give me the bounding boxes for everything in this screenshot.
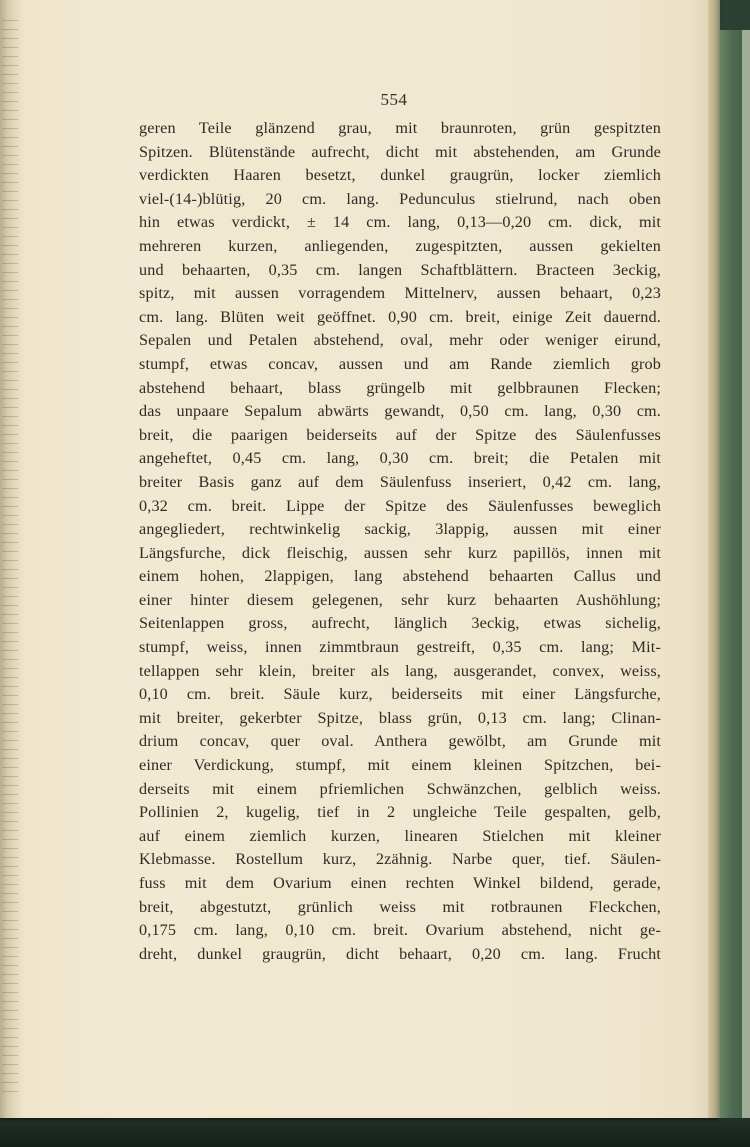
binding-stitching <box>2 20 18 1100</box>
text-line: Klebmasse. Rostellum kurz, 2zähnig. Narbe quer, tief. Säulen- <box>139 850 661 869</box>
text-line: fuss mit dem Ovarium einen rechten Winkel bildend, gerade, <box>139 874 661 892</box>
cover-highlight <box>742 30 750 1118</box>
body-text <box>139 117 661 966</box>
scanner-background <box>0 1115 750 1147</box>
text-line: spitz, mit aussen vorragendem Mittelnerv, aussen behaart, 0,23 <box>139 284 661 303</box>
book-cover-corner <box>718 0 750 30</box>
text-line: stumpf, weiss, innen zimmtbraun gestreift, 0,35 cm. lang; Mit- <box>139 638 661 657</box>
text-line: Pollinien 2, kugelig, tief in 2 ungleiche Teile gespalten, gelb, <box>139 803 661 822</box>
text-line: 0,32 cm. breit. Lippe der Spitze des Säulenfusses beweglich <box>139 496 661 515</box>
text-line: mehreren kurzen, anliegenden, zugespitzten, aussen gekielten <box>139 236 661 255</box>
text-line: breiter Basis ganz auf dem Säulenfuss inseriert, 0,42 cm. lang, <box>139 472 661 491</box>
text-line: und behaarten, 0,35 cm. langen Schaftblättern. Bracteen 3eckig, <box>139 260 661 279</box>
text-line: Seitenlappen gross, aufrecht, länglich 3eckig, etwas sichelig, <box>139 614 661 633</box>
text-line: mit breiter, gekerbter Spitze, blass grün, 0,13 cm. lang; Clinan- <box>139 708 661 727</box>
text-line: hin etwas verdickt, ± 14 cm. lang, 0,13—0,20 cm. dick, mit <box>139 213 661 232</box>
text-line: Sepalen und Petalen abstehend, oval, mehr oder weniger eirund, <box>139 331 661 350</box>
text-line: angegliedert, rechtwinkelig sackig, 3lappig, aussen mit einer <box>139 520 661 539</box>
text-line: abstehend behaart, blass grüngelb mit gelbbraunen Flecken; <box>139 378 661 397</box>
text-line: verdickten Haaren besetzt, dunkel graugrün, locker ziemlich <box>139 166 661 185</box>
text-line: geren Teile glänzend grau, mit braunroten, grün gespitzten <box>139 119 661 137</box>
text-line: breit, abgestutzt, grünlich weiss mit rotbraunen Fleckchen, <box>139 897 661 916</box>
text-line: einer hinter diesem gelegenen, sehr kurz behaarten Aushöhlung; <box>139 590 661 609</box>
text-line: stumpf, etwas concav, aussen und am Rande ziemlich grob <box>139 354 661 373</box>
page-number: 554 <box>380 90 408 109</box>
text-line: viel-(14-)blütig, 20 cm. lang. Pedunculus stielrund, nach oben <box>139 189 661 208</box>
text-line: breit, die paarigen beiderseits auf der Spitze des Säulenfusses <box>139 425 661 444</box>
text-line: 0,175 cm. lang, 0,10 cm. breit. Ovarium abstehend, nicht ge- <box>139 921 661 940</box>
page-fore-edge <box>708 0 720 1118</box>
text-line: einer Verdickung, stumpf, mit einem kleinen Spitzchen, bei- <box>139 756 661 775</box>
text-line: Längsfurche, dick fleischig, aussen sehr kurz papillös, innen mit <box>139 543 661 562</box>
text-line: auf einem ziemlich kurzen, linearen Stielchen mit kleiner <box>139 826 661 845</box>
text-line: drium concav, quer oval. Anthera gewölbt, am Grunde mit <box>139 732 661 751</box>
text-line: tellappen sehr klein, breiter als lang, ausgerandet, convex, weiss, <box>139 661 661 680</box>
text-line: derseits mit einem pfriemlichen Schwänzchen, gelblich weiss. <box>139 779 661 798</box>
text-line: einem hohen, 2lappigen, lang abstehend behaarten Callus und <box>139 567 661 586</box>
text-line: angeheftet, 0,45 cm. lang, 0,30 cm. breit; die Petalen mit <box>139 449 661 468</box>
text-line: cm. lang. Blüten weit geöffnet. 0,90 cm. breit, einige Zeit dauernd. <box>139 307 661 326</box>
text-line: das unpaare Sepalum abwärts gewandt, 0,50 cm. lang, 0,30 cm. <box>139 402 661 421</box>
text-line: 0,10 cm. breit. Säule kurz, beiderseits mit einer Längsfurche, <box>139 685 661 704</box>
text-line: Spitzen. Blütenstände aufrecht, dicht mit abstehenden, am Grunde <box>139 142 661 161</box>
text-line: dreht, dunkel graugrün, dicht behaart, 0,20 cm. lang. Frucht <box>139 944 661 963</box>
